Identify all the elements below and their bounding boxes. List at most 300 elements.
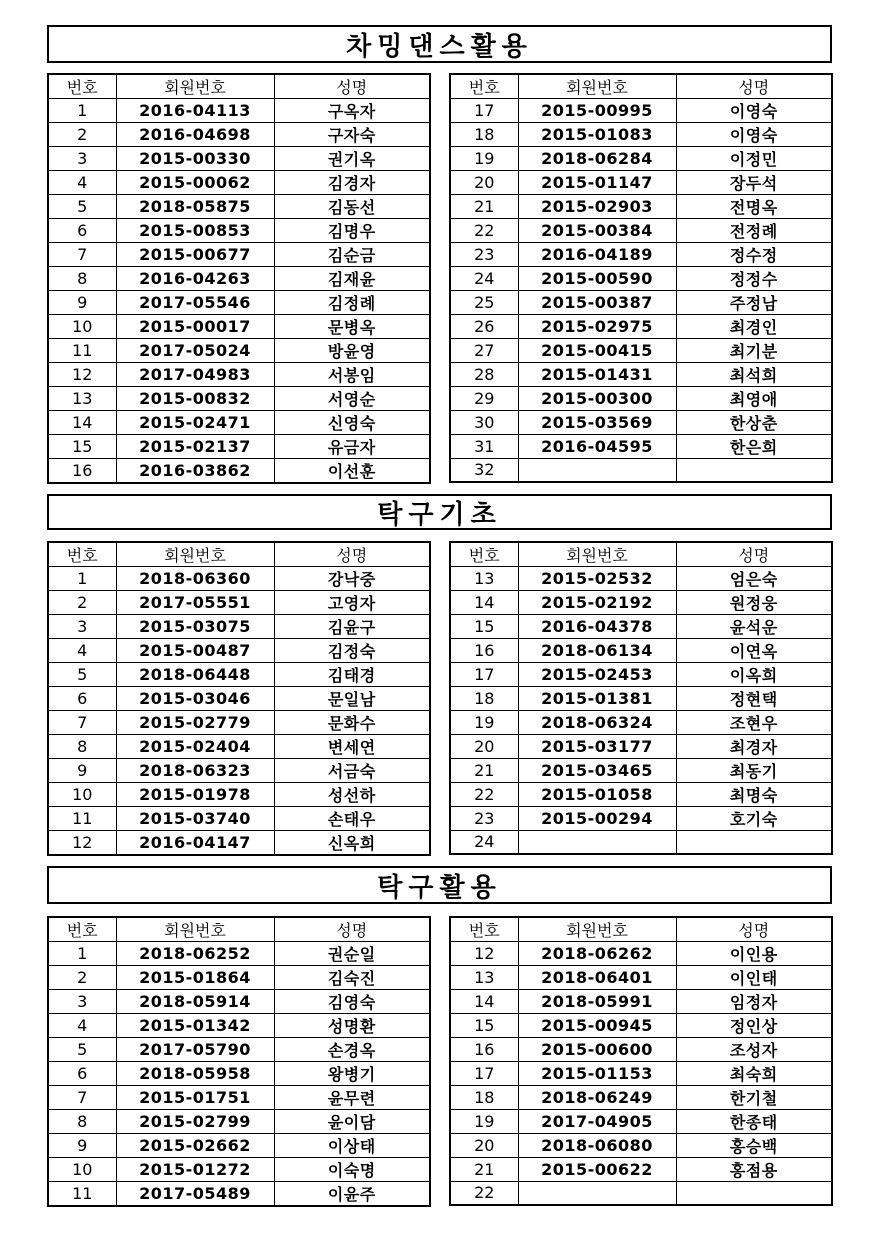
member-id: 2015-03075 xyxy=(116,615,274,639)
member-id: 2015-02662 xyxy=(116,1134,274,1158)
member-id: 2015-02453 xyxy=(518,663,676,687)
table-row xyxy=(48,1158,430,1182)
table-row xyxy=(48,831,430,856)
member-name: 이선훈 xyxy=(274,459,430,484)
row-number: 12 xyxy=(48,831,116,856)
member-id xyxy=(518,1182,676,1205)
row-number: 9 xyxy=(48,759,116,783)
row-number: 7 xyxy=(48,1086,116,1110)
member-id: 2018-06252 xyxy=(116,942,274,966)
member-id: 2017-04983 xyxy=(116,363,274,387)
member-name: 권기옥 xyxy=(274,147,430,171)
row-number: 15 xyxy=(450,1014,518,1038)
row-number: 26 xyxy=(450,315,518,339)
member-name: 최경인 xyxy=(676,315,832,339)
table-row xyxy=(450,99,832,123)
member-name: 서봉임 xyxy=(274,363,430,387)
table-row xyxy=(450,831,832,854)
row-number: 6 xyxy=(48,219,116,243)
row-number: 1 xyxy=(48,99,116,123)
header-member-id: 회원번호 xyxy=(116,917,274,942)
member-id: 2015-01058 xyxy=(518,783,676,807)
member-id: 2015-00300 xyxy=(518,387,676,411)
member-name: 손경옥 xyxy=(274,1038,430,1062)
member-id: 2015-01751 xyxy=(116,1086,274,1110)
row-number: 11 xyxy=(48,339,116,363)
member-id: 2015-00590 xyxy=(518,267,676,291)
row-number: 13 xyxy=(450,966,518,990)
member-name: 이인용 xyxy=(676,942,832,966)
member-id: 2016-03862 xyxy=(116,459,274,484)
row-number: 15 xyxy=(450,615,518,639)
member-name: 구옥자 xyxy=(274,99,430,123)
table-row xyxy=(48,291,430,315)
row-number: 21 xyxy=(450,195,518,219)
member-name: 조성자 xyxy=(676,1038,832,1062)
header-number: 번호 xyxy=(450,917,518,942)
table-row xyxy=(48,171,430,195)
member-name: 한종태 xyxy=(676,1110,832,1134)
member-name: 김태경 xyxy=(274,663,430,687)
member-name: 김경자 xyxy=(274,171,430,195)
row-number: 30 xyxy=(450,411,518,435)
section-title: 탁구활용 xyxy=(47,866,832,904)
member-name: 홍승백 xyxy=(676,1134,832,1158)
member-id: 2018-06448 xyxy=(116,663,274,687)
member-name: 정인상 xyxy=(676,1014,832,1038)
member-id: 2015-02532 xyxy=(518,567,676,591)
table-row xyxy=(48,1110,430,1134)
member-name: 이정민 xyxy=(676,147,832,171)
member-name xyxy=(676,459,832,482)
table-row xyxy=(450,267,832,291)
row-number: 9 xyxy=(48,291,116,315)
header-member-id: 회원번호 xyxy=(116,74,274,99)
member-name: 구자숙 xyxy=(274,123,430,147)
row-number: 19 xyxy=(450,1110,518,1134)
member-name: 한은희 xyxy=(676,435,832,459)
row-number: 4 xyxy=(48,639,116,663)
member-id: 2017-05024 xyxy=(116,339,274,363)
member-id: 2015-01381 xyxy=(518,687,676,711)
member-id: 2015-02137 xyxy=(116,435,274,459)
row-number: 16 xyxy=(48,459,116,484)
table-row xyxy=(48,123,430,147)
member-name: 김정숙 xyxy=(274,639,430,663)
member-name: 최명숙 xyxy=(676,783,832,807)
header-member-id: 회원번호 xyxy=(518,542,676,567)
member-id: 2015-02799 xyxy=(116,1110,274,1134)
table-row xyxy=(450,735,832,759)
table-row xyxy=(48,459,430,484)
row-number: 21 xyxy=(450,759,518,783)
table-row xyxy=(450,387,832,411)
header-name: 성명 xyxy=(274,542,430,567)
member-name: 홍점용 xyxy=(676,1158,832,1182)
row-number: 20 xyxy=(450,1134,518,1158)
member-id: 2017-05551 xyxy=(116,591,274,615)
member-id: 2016-04263 xyxy=(116,267,274,291)
member-name: 최경자 xyxy=(676,735,832,759)
row-number: 21 xyxy=(450,1158,518,1182)
member-name: 문일남 xyxy=(274,687,430,711)
member-name: 전정례 xyxy=(676,219,832,243)
member-name: 성선하 xyxy=(274,783,430,807)
table-row xyxy=(450,435,832,459)
row-number: 24 xyxy=(450,831,518,854)
row-number: 10 xyxy=(48,783,116,807)
row-number: 20 xyxy=(450,171,518,195)
table-row xyxy=(48,243,430,267)
member-name: 문병옥 xyxy=(274,315,430,339)
member-name xyxy=(676,831,832,854)
row-number: 12 xyxy=(450,942,518,966)
member-id: 2018-06134 xyxy=(518,639,676,663)
table-row xyxy=(48,759,430,783)
table-row xyxy=(48,567,430,591)
member-id: 2017-04905 xyxy=(518,1110,676,1134)
member-name: 정현택 xyxy=(676,687,832,711)
member-id: 2016-04189 xyxy=(518,243,676,267)
member-name: 윤무련 xyxy=(274,1086,430,1110)
header-number: 번호 xyxy=(48,74,116,99)
member-id: 2015-02903 xyxy=(518,195,676,219)
member-name: 신영숙 xyxy=(274,411,430,435)
row-number: 15 xyxy=(48,435,116,459)
member-name: 성명환 xyxy=(274,1014,430,1038)
row-number: 5 xyxy=(48,663,116,687)
row-number: 22 xyxy=(450,219,518,243)
row-number: 18 xyxy=(450,687,518,711)
row-number: 32 xyxy=(450,459,518,482)
table-row xyxy=(48,99,430,123)
row-number: 1 xyxy=(48,567,116,591)
table-row xyxy=(48,990,430,1014)
member-id: 2015-03569 xyxy=(518,411,676,435)
table-row xyxy=(48,315,430,339)
member-name: 한기철 xyxy=(676,1086,832,1110)
table-row xyxy=(450,339,832,363)
row-number: 31 xyxy=(450,435,518,459)
member-id: 2015-01978 xyxy=(116,783,274,807)
header-name: 성명 xyxy=(274,74,430,99)
header-member-id: 회원번호 xyxy=(116,542,274,567)
member-name: 김윤구 xyxy=(274,615,430,639)
member-id: 2016-04378 xyxy=(518,615,676,639)
member-name: 이윤주 xyxy=(274,1182,430,1207)
table-row xyxy=(450,1158,832,1182)
row-number: 29 xyxy=(450,387,518,411)
member-name: 최석희 xyxy=(676,363,832,387)
member-name: 고영자 xyxy=(274,591,430,615)
table-row xyxy=(450,195,832,219)
row-number: 10 xyxy=(48,315,116,339)
row-number: 27 xyxy=(450,339,518,363)
member-id: 2015-00330 xyxy=(116,147,274,171)
table-row xyxy=(450,1038,832,1062)
header-number: 번호 xyxy=(450,74,518,99)
member-id: 2017-05790 xyxy=(116,1038,274,1062)
member-id: 2015-01153 xyxy=(518,1062,676,1086)
member-name: 김순금 xyxy=(274,243,430,267)
member-id: 2015-02779 xyxy=(116,711,274,735)
member-id: 2015-00487 xyxy=(116,639,274,663)
member-name: 이인태 xyxy=(676,966,832,990)
member-name: 최숙희 xyxy=(676,1062,832,1086)
table-row xyxy=(48,966,430,990)
member-id: 2018-05914 xyxy=(116,990,274,1014)
header-name: 성명 xyxy=(676,74,832,99)
member-name: 왕병기 xyxy=(274,1062,430,1086)
table-row xyxy=(450,171,832,195)
row-number: 11 xyxy=(48,1182,116,1207)
table-row xyxy=(48,411,430,435)
member-name: 이영숙 xyxy=(676,99,832,123)
member-id: 2015-03465 xyxy=(518,759,676,783)
row-number: 3 xyxy=(48,147,116,171)
member-id: 2015-00017 xyxy=(116,315,274,339)
row-number: 19 xyxy=(450,711,518,735)
row-number: 8 xyxy=(48,735,116,759)
table-row xyxy=(450,687,832,711)
member-id: 2015-00600 xyxy=(518,1038,676,1062)
header-member-id: 회원번호 xyxy=(518,74,676,99)
member-name: 방윤영 xyxy=(274,339,430,363)
header-name: 성명 xyxy=(676,917,832,942)
member-name: 정수정 xyxy=(676,243,832,267)
member-name: 서금숙 xyxy=(274,759,430,783)
row-number: 11 xyxy=(48,807,116,831)
row-number: 4 xyxy=(48,171,116,195)
member-id: 2015-00622 xyxy=(518,1158,676,1182)
member-name: 전명옥 xyxy=(676,195,832,219)
member-name: 유금자 xyxy=(274,435,430,459)
member-id: 2015-02975 xyxy=(518,315,676,339)
member-name: 호기숙 xyxy=(676,807,832,831)
row-number: 17 xyxy=(450,99,518,123)
member-table-right xyxy=(449,916,833,1206)
member-name: 장두석 xyxy=(676,171,832,195)
table-row xyxy=(48,783,430,807)
member-id: 2016-04147 xyxy=(116,831,274,856)
member-name: 최기분 xyxy=(676,339,832,363)
member-id: 2015-00294 xyxy=(518,807,676,831)
member-id: 2015-00387 xyxy=(518,291,676,315)
row-number: 8 xyxy=(48,267,116,291)
member-id: 2018-06360 xyxy=(116,567,274,591)
member-id: 2018-06401 xyxy=(518,966,676,990)
table-row xyxy=(48,267,430,291)
member-id: 2018-06080 xyxy=(518,1134,676,1158)
table-row xyxy=(48,942,430,966)
member-id: 2018-06323 xyxy=(116,759,274,783)
table-row xyxy=(48,147,430,171)
row-number: 13 xyxy=(450,567,518,591)
header-number: 번호 xyxy=(450,542,518,567)
member-name: 서영순 xyxy=(274,387,430,411)
member-name: 이옥희 xyxy=(676,663,832,687)
member-name: 이연옥 xyxy=(676,639,832,663)
member-id: 2015-01864 xyxy=(116,966,274,990)
member-id: 2017-05489 xyxy=(116,1182,274,1207)
member-id xyxy=(518,459,676,482)
table-row xyxy=(450,291,832,315)
member-name: 문화수 xyxy=(274,711,430,735)
row-number: 5 xyxy=(48,195,116,219)
section-title: 탁구기초 xyxy=(47,494,832,530)
member-id: 2018-06324 xyxy=(518,711,676,735)
row-number: 6 xyxy=(48,687,116,711)
table-row xyxy=(450,591,832,615)
row-number: 22 xyxy=(450,1182,518,1205)
table-row xyxy=(450,759,832,783)
row-number: 17 xyxy=(450,663,518,687)
member-name: 김영숙 xyxy=(274,990,430,1014)
member-id: 2016-04113 xyxy=(116,99,274,123)
row-number: 6 xyxy=(48,1062,116,1086)
table-row xyxy=(450,615,832,639)
member-name: 김숙진 xyxy=(274,966,430,990)
table-row xyxy=(48,615,430,639)
table-row xyxy=(450,147,832,171)
member-name: 이숙명 xyxy=(274,1158,430,1182)
member-id: 2015-02192 xyxy=(518,591,676,615)
member-id: 2015-00995 xyxy=(518,99,676,123)
member-name: 정정수 xyxy=(676,267,832,291)
member-id: 2015-01342 xyxy=(116,1014,274,1038)
row-number: 14 xyxy=(450,591,518,615)
member-id: 2015-00677 xyxy=(116,243,274,267)
row-number: 2 xyxy=(48,123,116,147)
member-name: 원정웅 xyxy=(676,591,832,615)
member-id: 2015-01083 xyxy=(518,123,676,147)
header-name: 성명 xyxy=(676,542,832,567)
member-name: 최영애 xyxy=(676,387,832,411)
row-number: 24 xyxy=(450,267,518,291)
member-id: 2018-06262 xyxy=(518,942,676,966)
member-name: 김명우 xyxy=(274,219,430,243)
member-name: 권순일 xyxy=(274,942,430,966)
member-id: 2015-03740 xyxy=(116,807,274,831)
table-row xyxy=(450,1110,832,1134)
member-name: 변세연 xyxy=(274,735,430,759)
member-name: 윤이담 xyxy=(274,1110,430,1134)
table-row xyxy=(48,195,430,219)
table-row xyxy=(450,966,832,990)
member-name xyxy=(676,1182,832,1205)
row-number: 16 xyxy=(450,639,518,663)
table-row xyxy=(450,663,832,687)
row-number: 28 xyxy=(450,363,518,387)
table-row xyxy=(450,459,832,482)
table-row xyxy=(48,363,430,387)
row-number: 19 xyxy=(450,147,518,171)
table-row xyxy=(450,1062,832,1086)
member-id: 2017-05546 xyxy=(116,291,274,315)
member-name: 손태우 xyxy=(274,807,430,831)
table-row xyxy=(48,435,430,459)
table-row xyxy=(450,1014,832,1038)
row-number: 9 xyxy=(48,1134,116,1158)
header-member-id: 회원번호 xyxy=(518,917,676,942)
member-name: 한상춘 xyxy=(676,411,832,435)
table-row xyxy=(48,1134,430,1158)
table-row xyxy=(48,735,430,759)
row-number: 10 xyxy=(48,1158,116,1182)
table-row xyxy=(48,219,430,243)
row-number: 14 xyxy=(450,990,518,1014)
row-number: 2 xyxy=(48,966,116,990)
table-row xyxy=(450,219,832,243)
row-number: 17 xyxy=(450,1062,518,1086)
table-row xyxy=(48,639,430,663)
table-row xyxy=(48,663,430,687)
member-name: 임정자 xyxy=(676,990,832,1014)
table-row xyxy=(450,990,832,1014)
table-row xyxy=(450,1134,832,1158)
member-id: 2015-00415 xyxy=(518,339,676,363)
member-id: 2015-00062 xyxy=(116,171,274,195)
member-table-left xyxy=(47,73,431,484)
table-row xyxy=(48,591,430,615)
row-number: 7 xyxy=(48,243,116,267)
row-number: 5 xyxy=(48,1038,116,1062)
member-id: 2015-00945 xyxy=(518,1014,676,1038)
member-name: 주정남 xyxy=(676,291,832,315)
member-id: 2015-00853 xyxy=(116,219,274,243)
member-table-right xyxy=(449,73,833,483)
table-row xyxy=(450,807,832,831)
member-id: 2016-04595 xyxy=(518,435,676,459)
member-name: 김정례 xyxy=(274,291,430,315)
member-name: 김동선 xyxy=(274,195,430,219)
table-row xyxy=(450,315,832,339)
member-id: 2018-05958 xyxy=(116,1062,274,1086)
table-row xyxy=(48,387,430,411)
row-number: 16 xyxy=(450,1038,518,1062)
member-id: 2018-05991 xyxy=(518,990,676,1014)
table-row xyxy=(48,339,430,363)
member-id: 2015-01147 xyxy=(518,171,676,195)
member-name: 이상태 xyxy=(274,1134,430,1158)
member-table-right xyxy=(449,541,833,855)
table-row xyxy=(450,942,832,966)
row-number: 14 xyxy=(48,411,116,435)
table-row xyxy=(48,1014,430,1038)
header-name: 성명 xyxy=(274,917,430,942)
member-name: 엄은숙 xyxy=(676,567,832,591)
table-row xyxy=(48,1062,430,1086)
table-row xyxy=(450,1086,832,1110)
table-row xyxy=(450,1182,832,1205)
member-id: 2016-04698 xyxy=(116,123,274,147)
row-number: 18 xyxy=(450,1086,518,1110)
member-name: 이영숙 xyxy=(676,123,832,147)
row-number: 23 xyxy=(450,807,518,831)
row-number: 22 xyxy=(450,783,518,807)
member-id: 2015-03046 xyxy=(116,687,274,711)
table-row xyxy=(48,687,430,711)
table-row xyxy=(450,711,832,735)
header-number: 번호 xyxy=(48,917,116,942)
member-id: 2015-02471 xyxy=(116,411,274,435)
row-number: 12 xyxy=(48,363,116,387)
row-number: 23 xyxy=(450,243,518,267)
table-row xyxy=(450,639,832,663)
member-name: 김재윤 xyxy=(274,267,430,291)
row-number: 25 xyxy=(450,291,518,315)
member-name: 신옥희 xyxy=(274,831,430,856)
